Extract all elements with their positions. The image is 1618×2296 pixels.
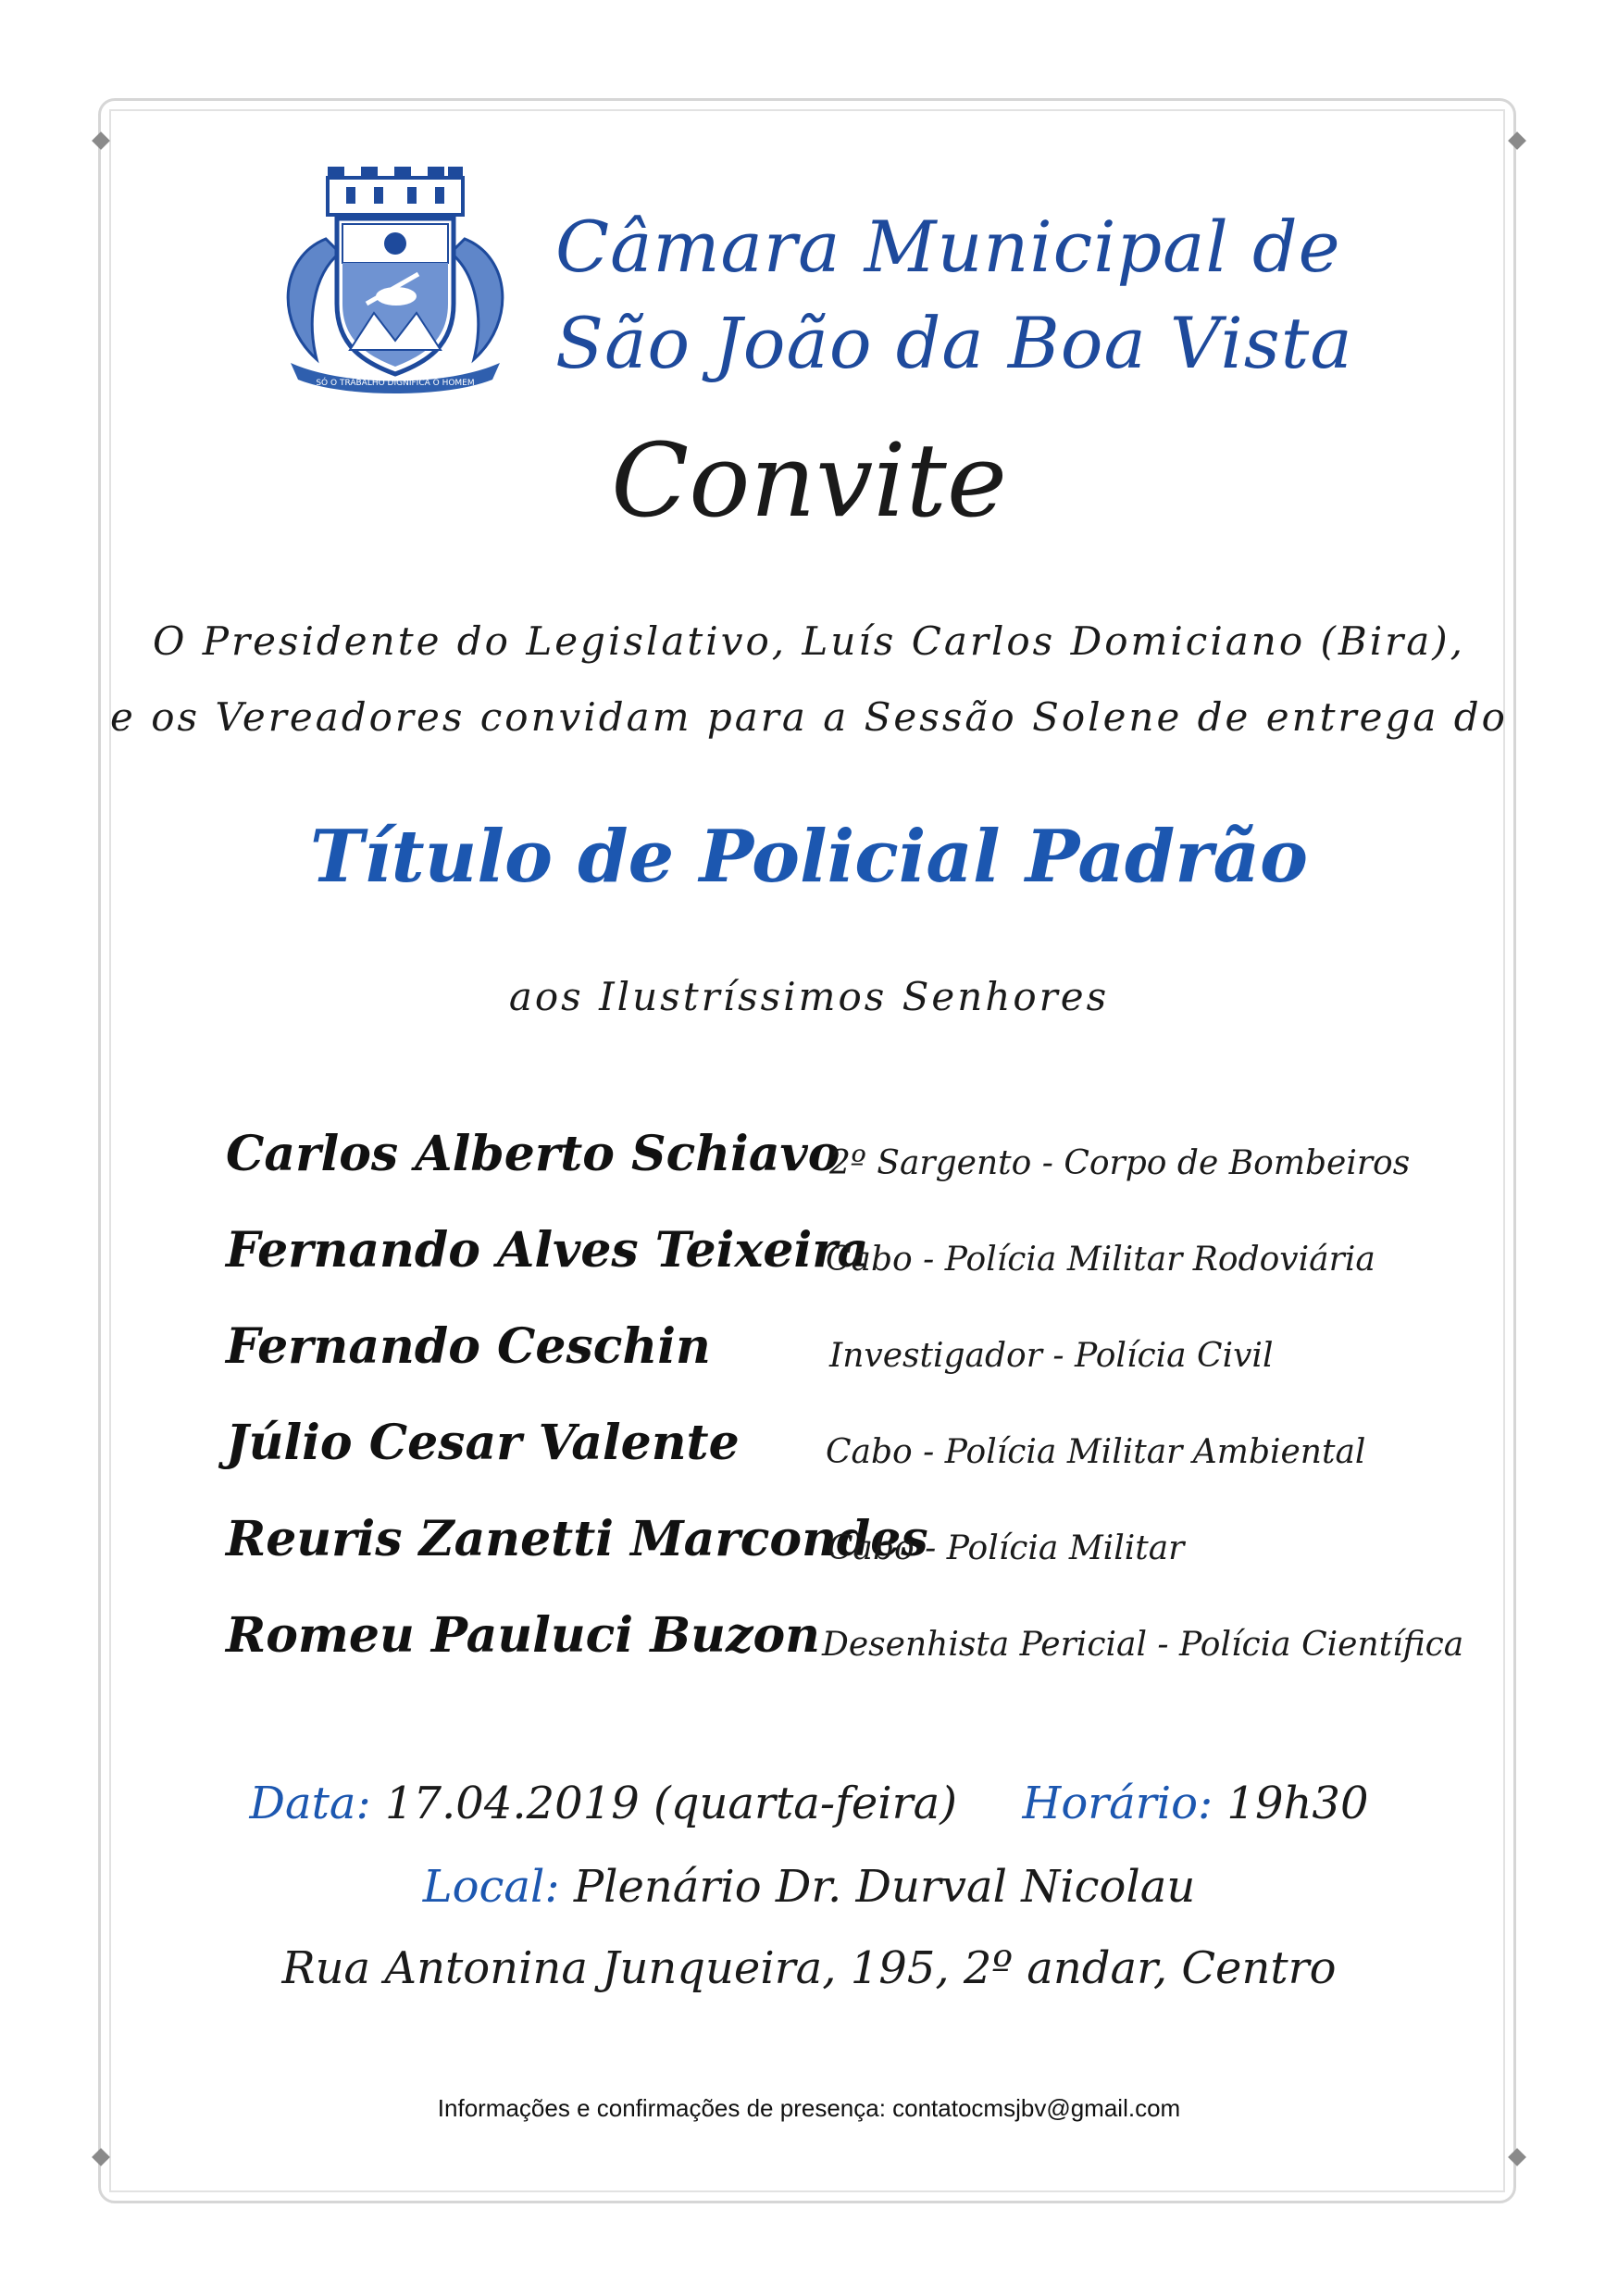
header-line-2: São João da Boa Vista [555,302,1353,384]
honoree-name: Júlio Cesar Valente [226,1415,740,1471]
date-value: 17.04.2019 (quarta-feira) [384,1778,957,1829]
honoree-rank: 2º Sargento - Corpo de Bombeiros [829,1144,1411,1182]
rsvp-contact-footer: Informações e confirmações de presença: contatocmsjbv@gmail.com [437,2094,1181,2122]
intro-line-1: O Presidente do Legislativo, Luís Carlos Domiciano (Bira), [152,618,1466,664]
time-value: 19h30 [1226,1778,1369,1829]
addressee-line: aos Ilustríssimos Senhores [508,974,1110,1019]
honoree-name: Reuris Zanetti Marcondes [226,1511,928,1567]
honoree-name: Fernando Ceschin [226,1318,711,1375]
honoree-rank: Investigador - Polícia Civil [829,1337,1274,1375]
award-title: Título de Policial Padrão [309,815,1309,899]
date-label: Data: [249,1778,371,1829]
intro-line-2: e os Vereadores convidam para a Sessão Solene de entrega do [110,694,1508,740]
event-address: Rua Antonina Junqueira, 195, 2º andar, Centro [281,1942,1337,1994]
location-label: Local: [422,1861,560,1913]
invitation-heading: Convite [611,421,1007,540]
location-value: Plenário Dr. Durval Nicolau [573,1861,1196,1913]
honoree-rank: Desenhista Pericial - Polícia Científica [822,1626,1464,1664]
honoree-name: Carlos Alberto Schiavo [226,1126,840,1182]
coat-of-arms-logo [270,165,520,396]
crest-motto: SÓ O TRABALHO DIGNIFICA O HOMEM [316,379,475,388]
event-location [0,1861,1618,1913]
honoree-rank: Cabo - Polícia Militar [828,1529,1185,1567]
honoree-name: Romeu Pauluci Buzon [226,1607,820,1664]
event-date-time [0,1778,1618,1829]
honoree-rank: Cabo - Polícia Militar Rodoviária [826,1241,1375,1279]
header-line-1: Câmara Municipal de [555,206,1341,288]
honoree-rank: Cabo - Polícia Militar Ambiental [826,1433,1366,1471]
honoree-name: Fernando Alves Teixeira [226,1222,869,1279]
time-label: Horário: [1022,1778,1214,1829]
